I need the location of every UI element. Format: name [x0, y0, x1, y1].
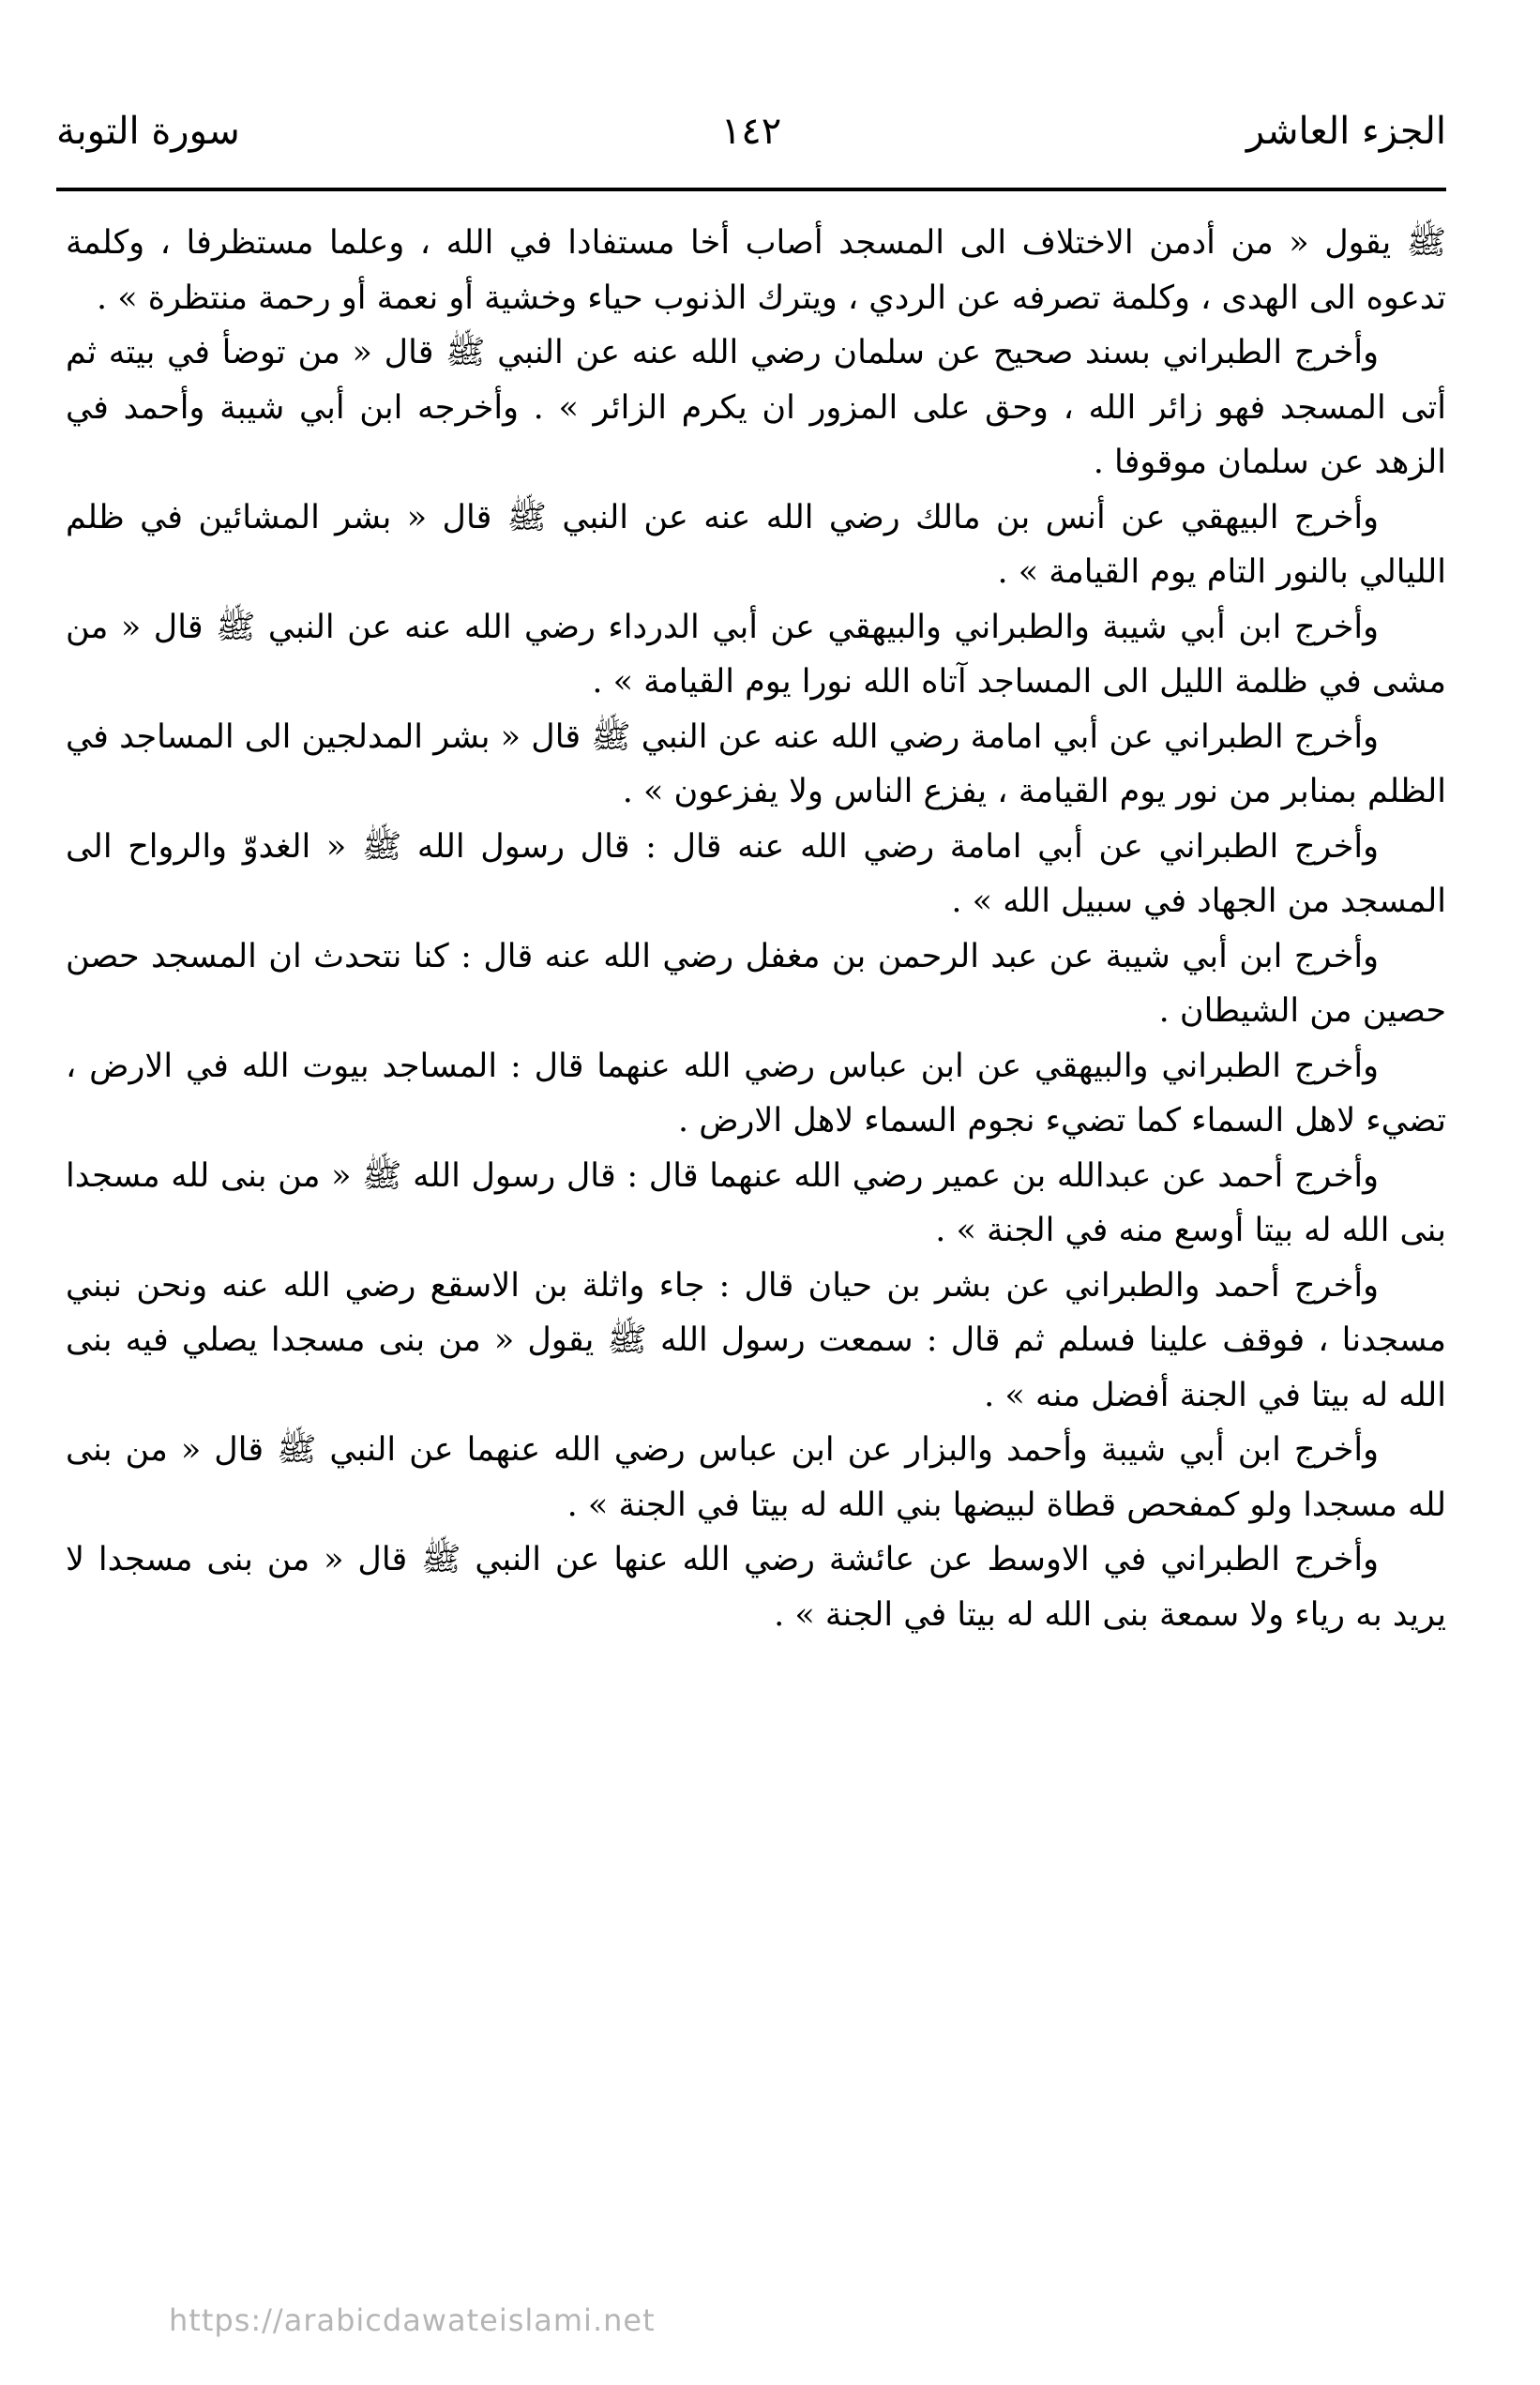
paragraph: وأخرج الطبراني عن أبي امامة رضي الله عنه عن النبي ﷺ قال « بشر المدلجين الى المساجد في الظلم بمنابر من نور يوم القيامة ، يفزع الناس ولا يفزعون » . — [66, 717, 1446, 810]
watermark-url: https://arabicdawateislami.net — [169, 2302, 656, 2338]
paragraph: وأخرج الطبراني في الاوسط عن عائشة رضي الله عنها عن النبي ﷺ قال « من بنى مسجدا لا يريد به رياء ولا سمعة بنى الله له بيتا في الجنة » . — [66, 1541, 1446, 1634]
header-divider — [56, 188, 1446, 191]
paragraph: وأخرج الطبراني بسند صحيح عن سلمان رضي الله عنه عن النبي ﷺ قال « من توضأ في بيته ثم أتى المسجد فهو زائر الله ، وحق على المزور ان يكرم الزائر » . وأخرجه ابن أبي شيبة وأحمد في الزهد عن سلمان موقوفا . — [66, 334, 1446, 481]
body-text — [66, 216, 1446, 1642]
part-label: الجزء العاشر — [1246, 110, 1446, 153]
paragraph: وأخرج الطبراني عن أبي امامة رضي الله عنه قال : قال رسول الله ﷺ « الغدوّ والرواح الى المسجد من الجهاد في سبيل الله » . — [66, 827, 1446, 920]
page-header — [56, 94, 1446, 169]
paragraph: وأخرج ابن أبي شيبة عن عبد الرحمن بن مغفل رضي الله عنه قال : كنا نتحدث ان المسجد حصن حصين من الشيطان . — [66, 937, 1446, 1030]
paragraph: وأخرج ابن أبي شيبة وأحمد والبزار عن ابن عباس رضي الله عنهما عن النبي ﷺ قال « من بنى لله مسجدا ولو كمفحص قطاة لبيضها بني الله له بيتا في الجنة » . — [66, 1431, 1446, 1524]
surah-label: سورة التوبة — [56, 110, 240, 153]
paragraph: وأخرج أحمد والطبراني عن بشر بن حيان قال : جاء واثلة بن الاسقع رضي الله عنه ونحن نبني مسجدنا ، فوقف علينا فسلم ثم قال : سمعت رسول الله ﷺ يقول « من بنى مسجدا يصلي فيه بنى الله له بيتا في الجنة أفضل منه » . — [66, 1266, 1446, 1414]
paragraph: وأخرج ابن أبي شيبة والطبراني والبيهقي عن أبي الدرداء رضي الله عنه عن النبي ﷺ قال « من مشى في ظلمة الليل الى المساجد آتاه الله نورا يوم القيامة » . — [66, 608, 1446, 701]
paragraph: وأخرج البيهقي عن أنس بن مالك رضي الله عنه عن النبي ﷺ قال « بشر المشائين في ظلم الليالي بالنور التام يوم القيامة » . — [66, 498, 1446, 591]
paragraph: ﷺ يقول « من أدمن الاختلاف الى المسجد أصاب أخا مستفادا في الله ، وعلما مستظرفا ، وكلمة تدعوه الى الهدى ، وكلمة تصرفه عن الردي ، ويترك الذنوب حياء وخشية أو نعمة أو رحمة منتظرة » . — [66, 224, 1446, 317]
paragraph: وأخرج الطبراني والبيهقي عن ابن عباس رضي الله عنهما قال : المساجد بيوت الله في الارض ، تضيء لاهل السماء كما تضيء نجوم السماء لاهل الارض . — [66, 1047, 1446, 1140]
paragraph: وأخرج أحمد عن عبدالله بن عمير رضي الله عنهما قال : قال رسول الله ﷺ « من بنى لله مسجدا بنى الله له بيتا أوسع منه في الجنة » . — [66, 1156, 1446, 1249]
page-number: ١٤٢ — [720, 110, 782, 153]
